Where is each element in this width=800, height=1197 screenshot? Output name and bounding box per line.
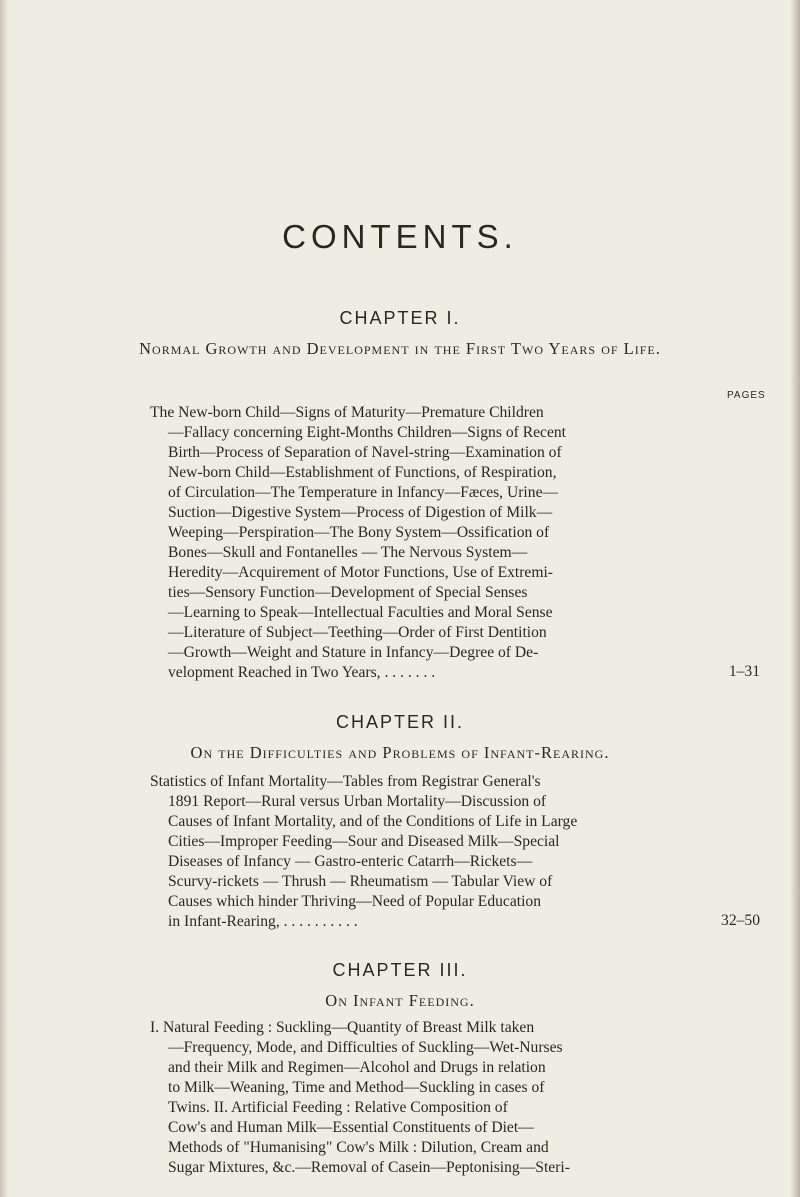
summary-line: —Frequency, Mode, and Difficulties of Suckling—Wet-Nurses: [168, 1039, 563, 1056]
chapter-1: [0, 308, 800, 359]
chapter-1-pages: 1–31: [728, 663, 760, 680]
summary-line: —Fallacy concerning Eight-Months Children—Signs of Recent: [168, 424, 567, 441]
chapter-2-subtitle: On the Difficulties and Problems of Infant-Rearing.: [190, 743, 610, 762]
summary-line: Suction—Digestive System—Process of Digestion of Milk—: [168, 504, 553, 521]
chapter-1-heading: CHAPTER I.: [339, 308, 461, 328]
summary-line: and their Milk and Regimen—Alcohol and Drugs in relation: [168, 1059, 546, 1076]
chapter-2-pages: 32–50: [721, 912, 760, 929]
page-edge-left: [0, 0, 8, 1197]
chapter-3-subtitle: On Infant Feeding.: [325, 991, 475, 1010]
chapter-2-summary: [150, 772, 724, 932]
summary-line: Bones—Skull and Fontanelles — The Nervous System—: [168, 544, 528, 561]
summary-line: ties—Sensory Function—Development of Special Senses: [168, 584, 528, 601]
summary-line: Scurvy-rickets — Thrush — Rheumatism — Tabular View of: [168, 873, 553, 890]
chapter-1-subtitle: Normal Growth and Development in the First Two Years of Life.: [139, 339, 661, 358]
summary-line: Cities—Improper Feeding—Sour and Diseased Milk—Special: [168, 833, 560, 850]
summary-line: The New-born Child—Signs of Maturity—Premature Children: [150, 404, 544, 421]
summary-line: in Infant-Rearing, . . . . . . . . . .: [168, 913, 358, 930]
chapter-3-heading: CHAPTER III.: [332, 960, 468, 980]
summary-line: Causes which hinder Thriving—Need of Popular Education: [168, 893, 542, 910]
page-edge-right: [790, 0, 800, 1197]
summary-line: —Literature of Subject—Teething—Order of First Dentition: [168, 624, 547, 641]
summary-line: 1891 Report—Rural versus Urban Mortality—Discussion of: [168, 793, 547, 810]
summary-line: Sugar Mixtures, &c.—Removal of Casein—Peptonising—Steri-: [168, 1159, 570, 1176]
pages-column-header: PAGES: [727, 390, 766, 401]
summary-line: Causes of Infant Mortality, and of the Conditions of Life in Large: [168, 813, 578, 830]
chapter-3-summary: [150, 1018, 724, 1178]
summary-line: Weeping—Perspiration—The Bony System—Ossification of: [168, 524, 550, 541]
summary-line: Birth—Process of Separation of Navel-string—Examination of: [168, 444, 562, 461]
page-title: CONTENTS.: [282, 218, 518, 255]
summary-line: to Milk—Weaning, Time and Method—Suckling in cases of: [168, 1079, 545, 1096]
summary-line: Statistics of Infant Mortality—Tables from Registrar General's: [150, 773, 541, 790]
summary-line: I. Natural Feeding : Suckling—Quantity of Breast Milk taken: [150, 1019, 535, 1036]
summary-line: —Growth—Weight and Stature in Infancy—Degree of De-: [168, 644, 539, 661]
summary-line: of Circulation—The Temperature in Infancy—Fæces, Urine—: [168, 484, 559, 501]
summary-line: Diseases of Infancy — Gastro-enteric Catarrh—Rickets—: [168, 853, 533, 870]
chapter-2-heading: CHAPTER II.: [335, 712, 464, 732]
summary-line: velopment Reached in Two Years, . . . . . . .: [168, 664, 436, 681]
summary-line: Cow's and Human Milk—Essential Constituents of Diet—: [168, 1119, 534, 1136]
chapter-3: [0, 960, 800, 1011]
summary-line: —Learning to Speak—Intellectual Faculties and Moral Sense: [168, 604, 553, 621]
chapter-1-summary: [150, 403, 724, 683]
summary-line: Heredity—Acquirement of Motor Functions, Use of Extremi-: [168, 564, 553, 581]
summary-line: Twins. II. Artificial Feeding : Relative Composition of: [168, 1099, 508, 1116]
summary-line: Methods of "Humanising" Cow's Milk : Dilution, Cream and: [168, 1139, 549, 1156]
chapter-2: [0, 712, 800, 763]
summary-line: New-born Child—Establishment of Functions, of Respiration,: [168, 464, 557, 481]
